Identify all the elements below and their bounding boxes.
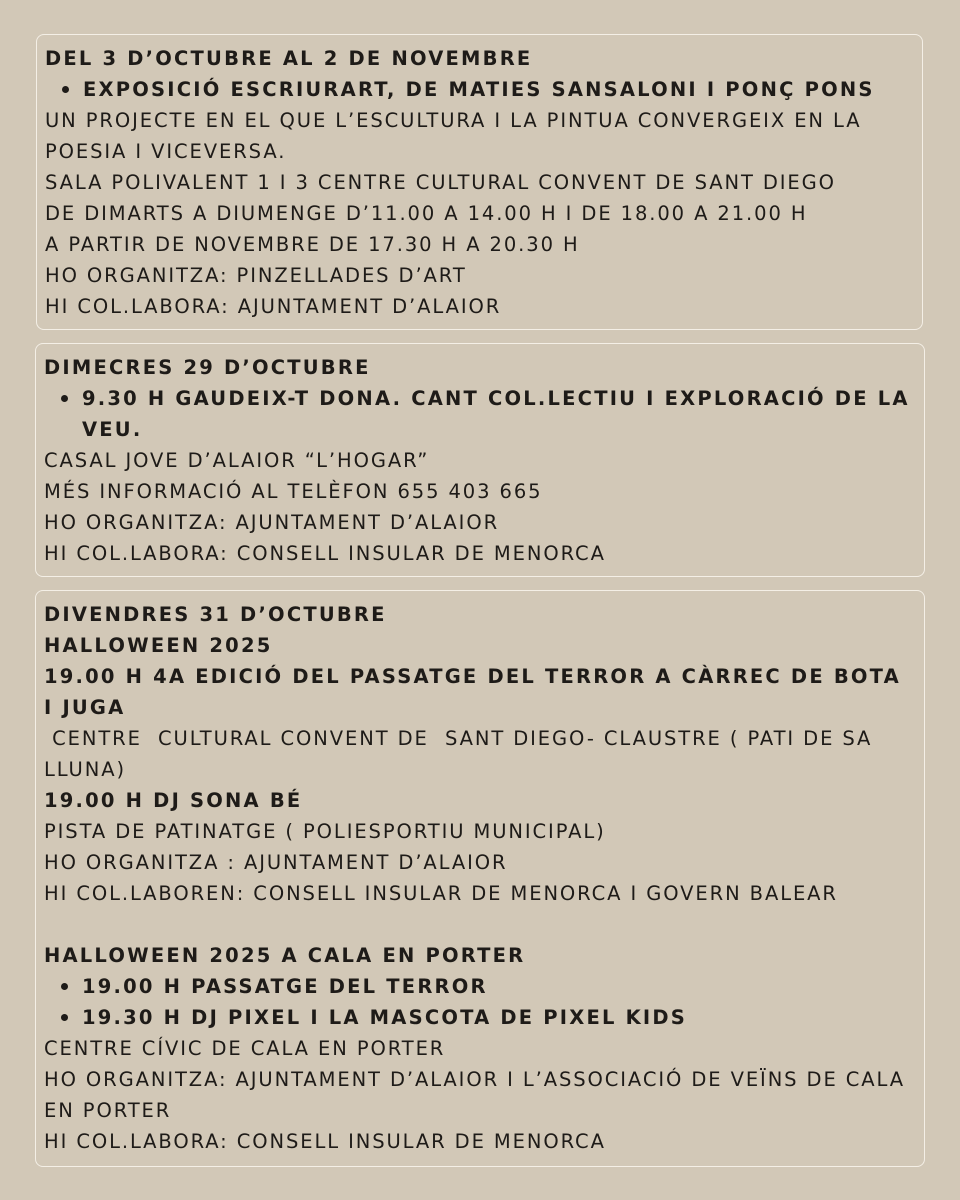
event-card-exhibition bbox=[36, 34, 923, 330]
event-title: 9.30 H GAUDEIX-T DONA. CANT COL.LECTIU I EXPLORACIÓ DE LA VEU. bbox=[44, 383, 916, 445]
event-info-phone: MÉS INFORMACIÓ AL TELÈFON 655 403 665 bbox=[44, 480, 543, 503]
event-title: EXPOSICIÓ ESCRIURART, DE MATIES SANSALONI I PONÇ PONS bbox=[45, 74, 914, 105]
spacer bbox=[44, 909, 916, 940]
event-schedule-november: A PARTIR DE NOVEMBRE DE 17.30 H A 20.30 H bbox=[45, 233, 580, 256]
event-cala-passatge: 19.00 H PASSATGE DEL TERROR bbox=[44, 971, 916, 1002]
event-organizer: HO ORGANITZA: PINZELLADES D’ART bbox=[45, 264, 467, 287]
event-date: DIVENDRES 31 D’OCTUBRE bbox=[44, 603, 387, 626]
event-cala-dj: 19.30 H DJ PIXEL I LA MASCOTA DE PIXEL KIDS bbox=[44, 1002, 916, 1033]
event-venue: SALA POLIVALENT 1 I 3 CENTRE CULTURAL CONVENT DE SANT DIEGO bbox=[45, 171, 836, 194]
event-cala-collaborator: HI COL.LABORA: CONSELL INSULAR DE MENORCA bbox=[44, 1130, 606, 1153]
event-card-gaudeix bbox=[35, 343, 925, 577]
event-description: UN PROJECTE EN EL QUE L’ESCULTURA I LA PINTUA CONVERGEIX EN LA POESIA I VICEVERSA. bbox=[45, 109, 862, 163]
event-dj-title: 19.00 H DJ SONA BÉ bbox=[44, 789, 303, 812]
event-schedule: DE DIMARTS A DIUMENGE D’11.00 A 14.00 H I DE 18.00 A 21.00 H bbox=[45, 202, 808, 225]
halloween-cala-title: HALLOWEEN 2025 A CALA EN PORTER bbox=[44, 944, 526, 967]
event-cala-venue: CENTRE CÍVIC DE CALA EN PORTER bbox=[44, 1037, 446, 1060]
event-collaborator: HI COL.LABORA: AJUNTAMENT D’ALAIOR bbox=[45, 295, 502, 318]
event-venue: CASAL JOVE D’ALAIOR “L’HOGAR” bbox=[44, 449, 430, 472]
event-passatge-title: 19.00 H 4A EDICIÓ DEL PASSATGE DEL TERROR A CÀRREC DE BOTA I JUGA bbox=[44, 665, 901, 719]
event-organizer: HO ORGANITZA : AJUNTAMENT D’ALAIOR bbox=[44, 851, 508, 874]
event-card-halloween bbox=[35, 590, 925, 1167]
event-date: DEL 3 D’OCTUBRE AL 2 DE NOVEMBRE bbox=[45, 47, 533, 70]
event-organizer: HO ORGANITZA: AJUNTAMENT D’ALAIOR bbox=[44, 511, 500, 534]
event-collaborator: HI COL.LABOREN: CONSELL INSULAR DE MENORCA I GOVERN BALEAR bbox=[44, 882, 838, 905]
event-passatge-venue: CENTRE CULTURAL CONVENT DE SANT DIEGO- CLAUSTRE ( PATI DE SA LLUNA) bbox=[44, 727, 881, 781]
event-collaborator: HI COL.LABORA: CONSELL INSULAR DE MENORCA bbox=[44, 542, 606, 565]
event-cala-organizer: HO ORGANITZA: AJUNTAMENT D’ALAIOR I L’ASSOCIACIÓ DE VEÏNS DE CALA EN PORTER bbox=[44, 1068, 905, 1122]
event-dj-venue: PISTA DE PATINATGE ( POLIESPORTIU MUNICIPAL) bbox=[44, 820, 606, 843]
event-date: DIMECRES 29 D’OCTUBRE bbox=[44, 356, 371, 379]
halloween-title: HALLOWEEN 2025 bbox=[44, 634, 273, 657]
